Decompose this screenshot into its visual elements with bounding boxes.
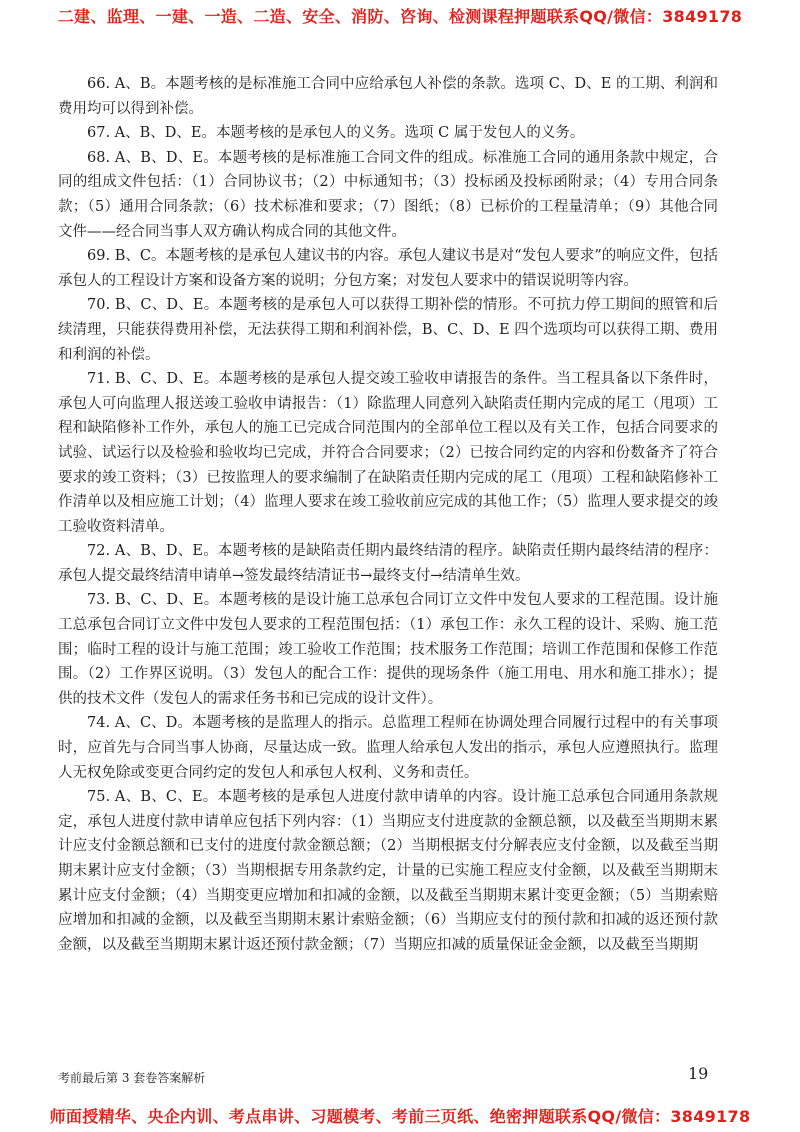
page-number: 19 <box>688 1064 709 1083</box>
answer-paragraph-72: 72. A、B、D、E。本题考核的是缺陷责任期内最终结清的程序。缺陷责任期内最终结清的程序：承包人提交最终结清申请单→签发最终结清证书→最终支付→结清单生效。 <box>58 543 718 584</box>
answer-explanations <box>58 72 718 957</box>
answer-paragraph-74: 74. A、C、D。本题考核的是监理人的指示。总监理工程师在协调处理合同履行过程中的有关事项时，应首先与合同当事人协商，尽量达成一致。监理人给承包人发出的指示，承包人应遵照执行。监理人无权免除或变更合同约定的发包人和承包人权利、义务和责任。 <box>58 715 718 781</box>
answer-paragraph-70: 70. B、C、D、E。本题考核的是承包人可以获得工期补偿的情形。不可抗力停工期间的照管和后续清理，只能获得费用补偿，无法获得工期和利润补偿，B、C、D、E 四个选项均可以获得工期、费用和利润的补偿。 <box>58 297 718 363</box>
answer-paragraph-73: 73. B、C、D、E。本题考核的是设计施工总承包合同订立文件中发包人要求的工程范围。设计施工总承包合同订立文件中发包人要求的工程范围包括：（1）承包工作：永久工程的设计、采购、施工范围；临时工程的设计与施工范围；竣工验收工作范围；技术服务工作范围；培训工作范围和保修工作范围。（2）工作界区说明。（3）发包人的配合工作：提供的现场条件（施工用电、用水和施工排水）；提供的技术文件（发包人的需求任务书和已完成的设计文件）。 <box>58 592 718 707</box>
top-promo-banner: 二建、监理、一建、一造、二造、安全、消防、咨询、检测课程押题联系QQ/微信：3849178 <box>57 7 743 26</box>
answer-paragraph-67: 67. A、B、D、E。本题考核的是承包人的义务。选项 C 属于发包人的义务。 <box>87 125 585 142</box>
answer-paragraph-71: 71. B、C、D、E。本题考核的是承包人提交竣工验收申请报告的条件。当工程具备以下条件时，承包人可向监理人报送竣工验收申请报告：（1）除监理人同意列入缺陷责任期内完成的尾工（甩项）工程和缺陷修补工作外，承包人的施工已完成合同范围内的全部单位工程以及有关工作，包括合同要求的试验、试运行以及检验和验收均已完成，并符合合同要求；（2）已按合同约定的内容和份数备齐了符合要求的竣工资料；（3）已按监理人的要求编制了在缺陷责任期内完成的尾工（甩项）工程和缺陷修补工作清单以及相应施工计划；（4）监理人要求在竣工验收前应完成的其他工作；（5）监理人要求提交的竣工验收资料清单。 <box>58 371 718 535</box>
answer-paragraph-69: 69. B、C。本题考核的是承包人建议书的内容。承包人建议书是对“发包人要求”的响应文件，包括承包人的工程设计方案和设备方案的说明；分包方案；对发包人要求中的错误说明等内容。 <box>58 248 718 289</box>
answer-paragraph-75: 75. A、B、C、E。本题考核的是承包人进度付款申请单的内容。设计施工总承包合同通用条款规定，承包人进度付款申请单应包括下列内容：（1）当期应支付进度款的金额总额，以及截至当期期末累计应支付金额总额和已支付的进度付款金额总额；（2）当期根据支付分解表应支付金额，以及截至当期期末累计应支付金额；（3）当期根据专用条款约定，计量的已实施工程应支付金额，以及截至当期期末累计应支付金额；（4）当期变更应增加和扣减的金额，以及截至当期期末累计变更金额；（5）当期索赔应增加和扣减的金额，以及截至当期期末累计索赔金额；（6）当期应支付的预付款和扣减的返还预付款金额，以及截至当期期末累计返还预付款金额；（7）当期应扣减的质量保证金金额，以及截至当期期 <box>58 789 718 953</box>
answer-paragraph-68: 68. A、B、D、E。本题考核的是标准施工合同文件的组成。标准施工合同的通用条款中规定，合同的组成文件包括：（1）合同协议书；（2）中标通知书；（3）投标函及投标函附录；（4）专用合同条款；（5）通用合同条款；（6）技术标准和要求；（7）图纸；（8）已标价的工程量清单；（9）其他合同文件——经合同当事人双方确认构成合同的其他文件。 <box>58 149 718 240</box>
bottom-promo-banner: 师面授精华、央企内训、考点串讲、习题模考、考前三页纸、绝密押题联系QQ/微信：3849178 <box>49 1107 751 1126</box>
footer-document-title: 考前最后第 3 套卷答案解析 <box>58 1071 206 1085</box>
answer-paragraph-66: 66. A、B。本题考核的是标准施工合同中应给承包人补偿的条款。选项 C、D、E 的工期、利润和费用均可以得到补偿。 <box>58 76 718 117</box>
